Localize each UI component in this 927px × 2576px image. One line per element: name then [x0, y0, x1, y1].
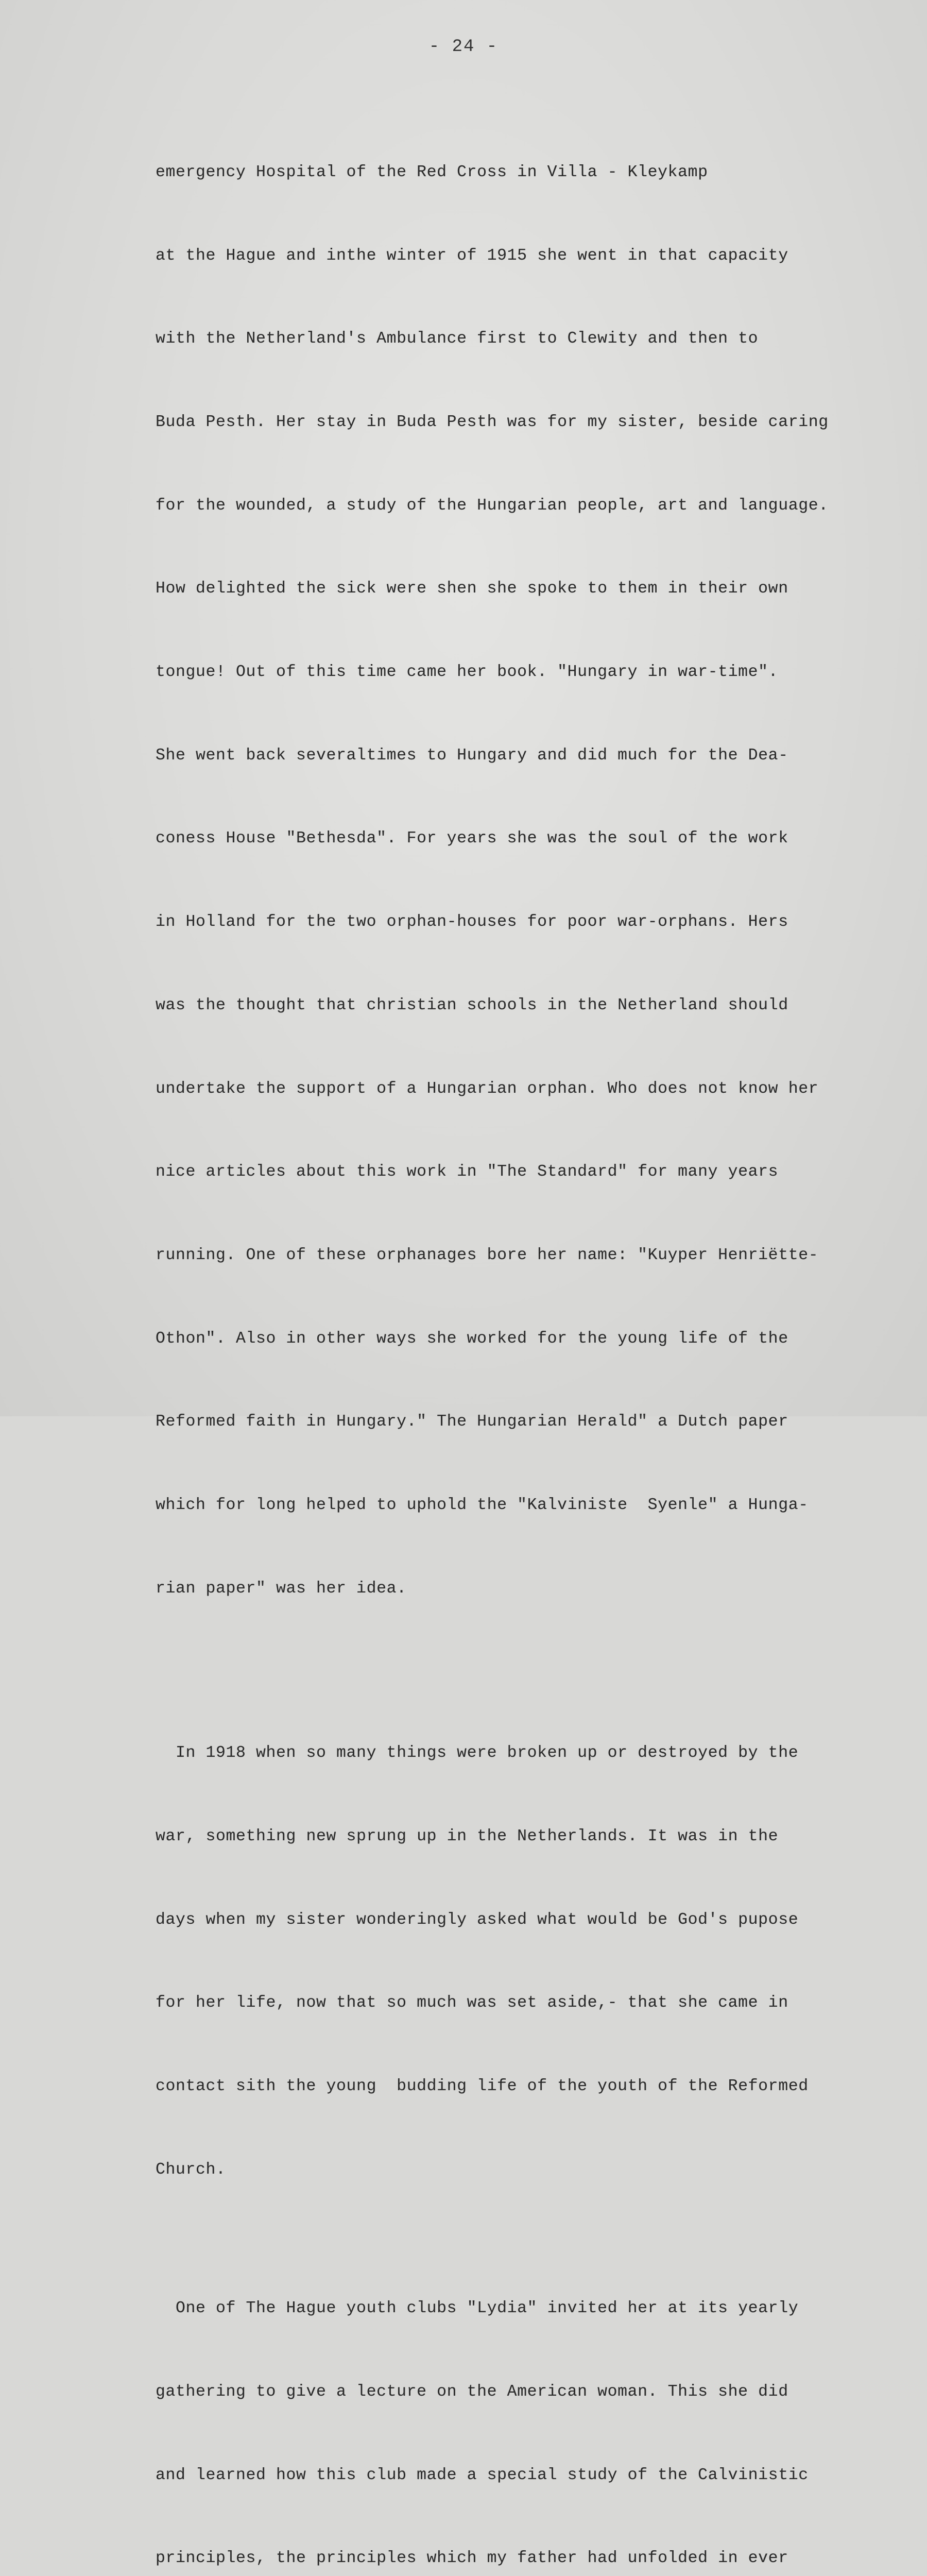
text-line: for the wounded, a study of the Hungarian people, art and language. — [156, 492, 918, 520]
text-line: She went back severaltimes to Hungary and did much for the Dea- — [156, 742, 918, 770]
text-line: contact sith the young budding life of the youth of the Reformed — [156, 2073, 918, 2100]
text-line: and learned how this club made a special study of the Calvinistic — [156, 2462, 918, 2489]
text-line: In 1918 when so many things were broken up or destroyed by the — [156, 1739, 918, 1767]
text-line: coness House "Bethesda". For years she was the soul of the work — [156, 825, 918, 853]
text-line: tongue! Out of this time came her book. "Hungary in war-time". — [156, 658, 918, 686]
text-line: at the Hague and inthe winter of 1915 she went in that capacity — [156, 242, 918, 270]
text-line: war, something new sprung up in the Netherlands. It was in the — [156, 1823, 918, 1851]
text-line: undertake the support of a Hungarian orphan. Who does not know her — [156, 1075, 918, 1103]
text-line: rian paper" was her idea. — [156, 1575, 918, 1603]
text-line: Buda Pesth. Her stay in Buda Pesth was for my sister, beside caring — [156, 409, 918, 436]
text-line: emergency Hospital of the Red Cross in Villa - Kleykamp — [156, 159, 918, 187]
text-line: for her life, now that so much was set aside,- that she came in — [156, 1989, 918, 2017]
paragraph-2 — [156, 1684, 918, 2239]
body-text — [156, 103, 918, 2576]
text-line: gathering to give a lecture on the American woman. This she did — [156, 2378, 918, 2406]
paragraph-1 — [156, 103, 918, 1658]
paragraph-gap — [156, 1658, 918, 1684]
text-line: days when my sister wonderingly asked what would be God's pupose — [156, 1906, 918, 1934]
text-line: principles, the principles which my father had unfolded in ever — [156, 2545, 918, 2572]
text-line: was the thought that christian schools in the Netherland should — [156, 992, 918, 1020]
text-line: with the Netherland's Ambulance first to Clewity and then to — [156, 325, 918, 353]
text-line: Othon". Also in other ways she worked for the young life of the — [156, 1325, 918, 1353]
text-line: in Holland for the two orphan-houses for poor war-orphans. Hers — [156, 908, 918, 936]
page-number: - 24 - — [0, 37, 927, 57]
text-line: running. One of these orphanages bore her name: "Kuyper Henriëtte- — [156, 1242, 918, 1269]
text-line: Church. — [156, 2156, 918, 2184]
text-line: How delighted the sick were shen she spoke to them in their own — [156, 575, 918, 603]
text-line: nice articles about this work in "The Standard" for many years — [156, 1158, 918, 1186]
paragraph-3 — [156, 2240, 918, 2576]
text-line: Reformed faith in Hungary." The Hungarian Herald" a Dutch paper — [156, 1408, 918, 1436]
text-line: One of The Hague youth clubs "Lydia" invited her at its yearly — [156, 2295, 918, 2323]
text-line: which for long helped to uphold the "Kalviniste Syenle" a Hunga- — [156, 1492, 918, 1519]
